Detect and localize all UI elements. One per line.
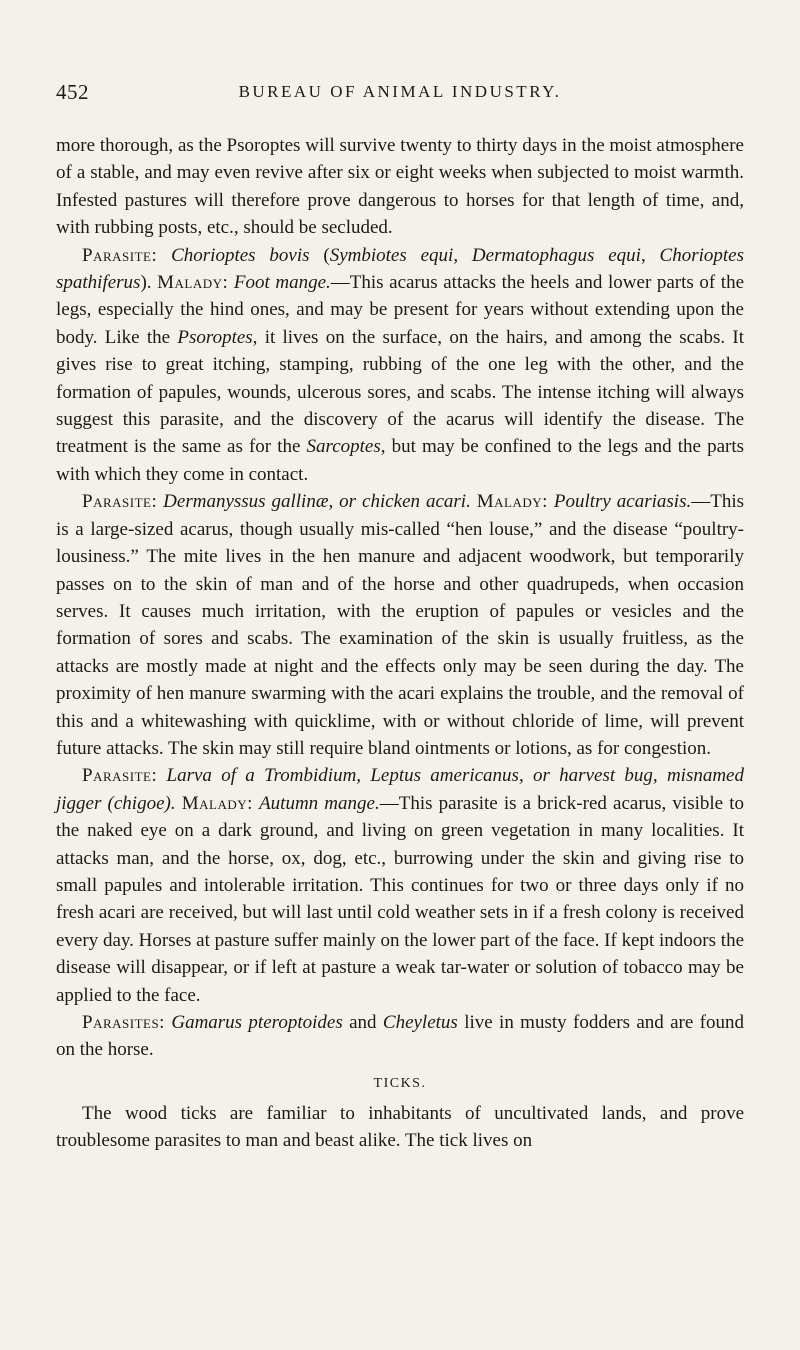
species-name: Sarcoptes xyxy=(306,436,381,458)
species-name: Chorioptes bovis xyxy=(171,244,310,266)
malady-name: Poultry acariasis. xyxy=(553,491,692,513)
paragraph-text: —This parasite is a brick-red acarus, visible to the naked eye on a dark ground, and living on green vegetation in many localities. It attacks man, and the horse, ox, dog, etc., burrowing under the skin and giving rise to small papules and intolerable irritation. This continues for two or three days only if no fresh acari are received, but will last until cold weather sets in if a fresh colony is received every day. Horses at pasture suffer mainly on the lower part of the face. If kept indoors the disease will disappear, or if left at pasture a weak tar-water or solution of tobacco may be applied to the face. xyxy=(56,792,745,1006)
species-name: Dermanyssus gallinæ, or chicken acari. xyxy=(163,491,471,513)
paragraph-dermanyssus xyxy=(56,488,744,762)
paragraph-gamarus xyxy=(56,1009,744,1064)
punctuation: , xyxy=(453,244,472,266)
paragraph-text: , it lives on the surface, on the hairs, and among the scabs. It gives rise to great itching, stamping, rubbing of the one leg with the other, and the formation of papules, wounds, ulcerous sores, and scabs. The intense itching will always suggest this parasite, and the discovery of the acarus will identify the disease. The treatment is the same as for the xyxy=(56,326,745,458)
page-number: 452 xyxy=(56,80,89,104)
paragraph-continuation: more thorough, as the Psoroptes will survive twenty to thirty days in the moist atmosphere of a stable, and may even revive after six or eight weeks when subjected to moist warmth. Infested pastures will therefore prove dangerous to horses for that length of time, and, with rubbing posts, etc., should be secluded. xyxy=(56,135,744,239)
punctuation: ( xyxy=(323,244,330,266)
body-text xyxy=(56,132,744,1155)
paragraph-text: , but may be confined to the legs and the parts with which they come in contact. xyxy=(56,436,744,485)
parasite-label: Parasite: xyxy=(82,491,158,513)
running-head xyxy=(56,80,744,104)
malady-name: Autumn mange. xyxy=(259,792,380,814)
malady-label: Malady: xyxy=(157,272,229,294)
paragraph-text: and xyxy=(342,1012,383,1033)
species-name: Cheyletus xyxy=(382,1012,458,1033)
punctuation: , xyxy=(640,244,660,266)
paragraph-text: live in musty fodders and are found on the horse. xyxy=(56,1012,745,1061)
paragraph-text: —This acarus attacks the heels and lower parts of the legs, especially the hind ones, and may be present for years without extending upon the body. Like the xyxy=(56,272,745,348)
punctuation: ). xyxy=(140,272,152,294)
parasite-label: Parasite: xyxy=(82,765,158,787)
parasite-label: Parasite: xyxy=(82,244,158,266)
synonym-name: Chorioptes spathiferus xyxy=(56,244,744,294)
malady-name: Foot mange. xyxy=(233,272,331,294)
section-heading: TICKS. xyxy=(373,1075,427,1091)
paragraph-chorioptes xyxy=(56,242,744,489)
paragraph-ticks: The wood ticks are familiar to inhabitants of uncultivated lands, and prove troublesome parasites to man and beast alike. The tick lives on xyxy=(56,1102,744,1152)
running-title: BUREAU OF ANIMAL INDUSTRY. xyxy=(238,82,562,101)
synonym-name: Symbiotes equi xyxy=(329,244,454,266)
malady-label: Malady: xyxy=(181,792,253,814)
species-name: Psoroptes xyxy=(177,326,253,348)
species-name: Gamarus pteroptoides xyxy=(171,1012,343,1033)
paragraph-trombidium xyxy=(56,762,744,1009)
paragraph-text: —This is a large-sized acarus, though usually mis-called “hen louse,” and the disease “poultry-lousiness.” The mite lives in the hen manure and adjacent woodwork, but temporarily passes on to the skin of man and of the horse and other quadrupeds, when occasion serves. It causes much irritation, with the eruption of papules or vesicles and the formation of sores and scabs. The examination of the skin is usually fruitless, as the attacks are mostly made at night and the effects only may be seen during the day. The proximity of hen manure swarming with the acari explains the trouble, and the removal of this and a whitewashing with quicklime, with or without chloride of lime, will prevent future attacks. The skin may still require bland ointments or lotions, as for congestion. xyxy=(56,491,745,759)
malady-label: Malady: xyxy=(476,491,548,513)
synonym-name: Dermatophagus equi xyxy=(471,244,641,266)
parasite-label: Parasites: xyxy=(82,1012,165,1033)
species-name: Larva of a Trombidium, Leptus americanus, or harvest bug, misnamed jigger (chigoe). xyxy=(56,765,744,814)
